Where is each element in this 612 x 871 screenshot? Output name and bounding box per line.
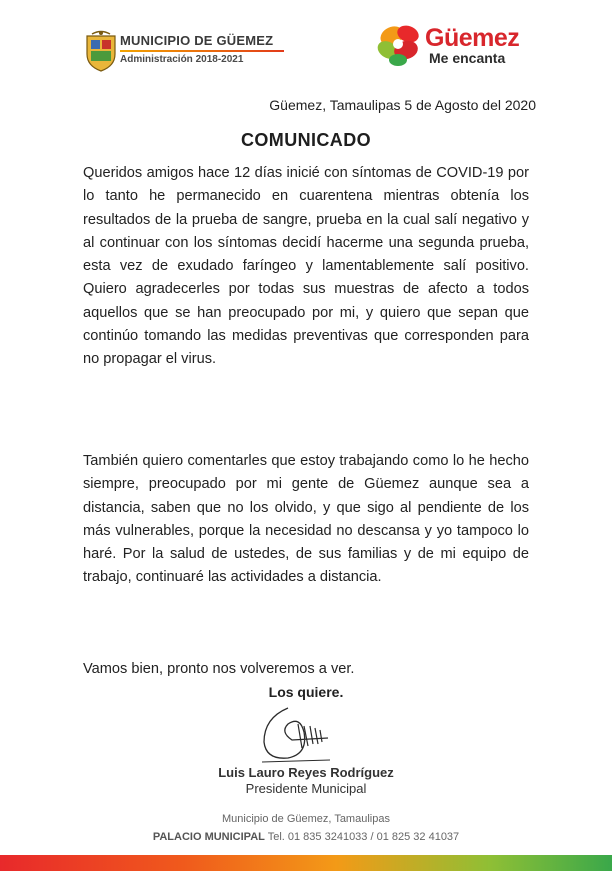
guemez-flower-icon — [376, 22, 424, 68]
footer-address: Municipio de Güemez, Tamaulipas — [222, 813, 390, 825]
dateline: Güemez, Tamaulipas 5 de Agosto del 2020 — [269, 97, 536, 113]
footer-contact — [0, 831, 612, 843]
footer-phones: Tel. 01 835 3241033 / 01 825 32 41037 — [267, 831, 460, 843]
municipality-name: MUNICIPIO DE GÜEMEZ — [120, 33, 274, 48]
logo-subtitle: Me encanta — [429, 50, 506, 66]
logo-title: Güemez — [425, 24, 520, 52]
administration-period: Administración 2018-2021 — [120, 54, 244, 65]
signer-title: Presidente Municipal — [245, 781, 367, 796]
closing-salutation: Los quiere. — [268, 684, 344, 700]
paragraph-2: También quiero comentarles que estoy trabajando como lo he hecho siempre, preocupado por mi gente de Güemez aunque sea a distancia, saben que no los olvido, y que sigo al pendiente de los más vulnerables, porque la necesidad no descansa y yo tampoco lo haré. Por la salud de ustedes, de sus familias y de mi equipo de trabajo, continuaré las actividades a distancia. — [83, 453, 529, 586]
signer-name: Luis Lauro Reyes Rodríguez — [218, 765, 394, 780]
municipality-header — [120, 33, 284, 65]
header-divider — [120, 50, 284, 52]
footer-office: PALACIO MUNICIPAL — [152, 831, 265, 843]
footer-color-bar — [0, 855, 612, 871]
municipal-crest-logo — [84, 30, 118, 72]
handwritten-signature — [258, 702, 338, 766]
document-title: COMUNICADO — [241, 130, 371, 150]
paragraph-3: Vamos bien, pronto nos volveremos a ver. — [83, 661, 355, 677]
paragraph-1: Queridos amigos hace 12 días inicié con síntomas de COVID-19 por lo tanto he permanecido en cuarentena mientras obtenía los resultados de la prueba de sangre, prueba en la cual salí negativo y al continuar con los síntomas decidí hacerme una segunda prueba, esta vez de exudado faríngeo y lamentablemente salí positivo. Quiero agradecerles por todas sus muestras de afecto a todos aquellos que se han preocupado por mi, y quiero que sepan que continúo tomando las medidas preventivas que corresponden para no propagar el virus. — [83, 165, 529, 368]
